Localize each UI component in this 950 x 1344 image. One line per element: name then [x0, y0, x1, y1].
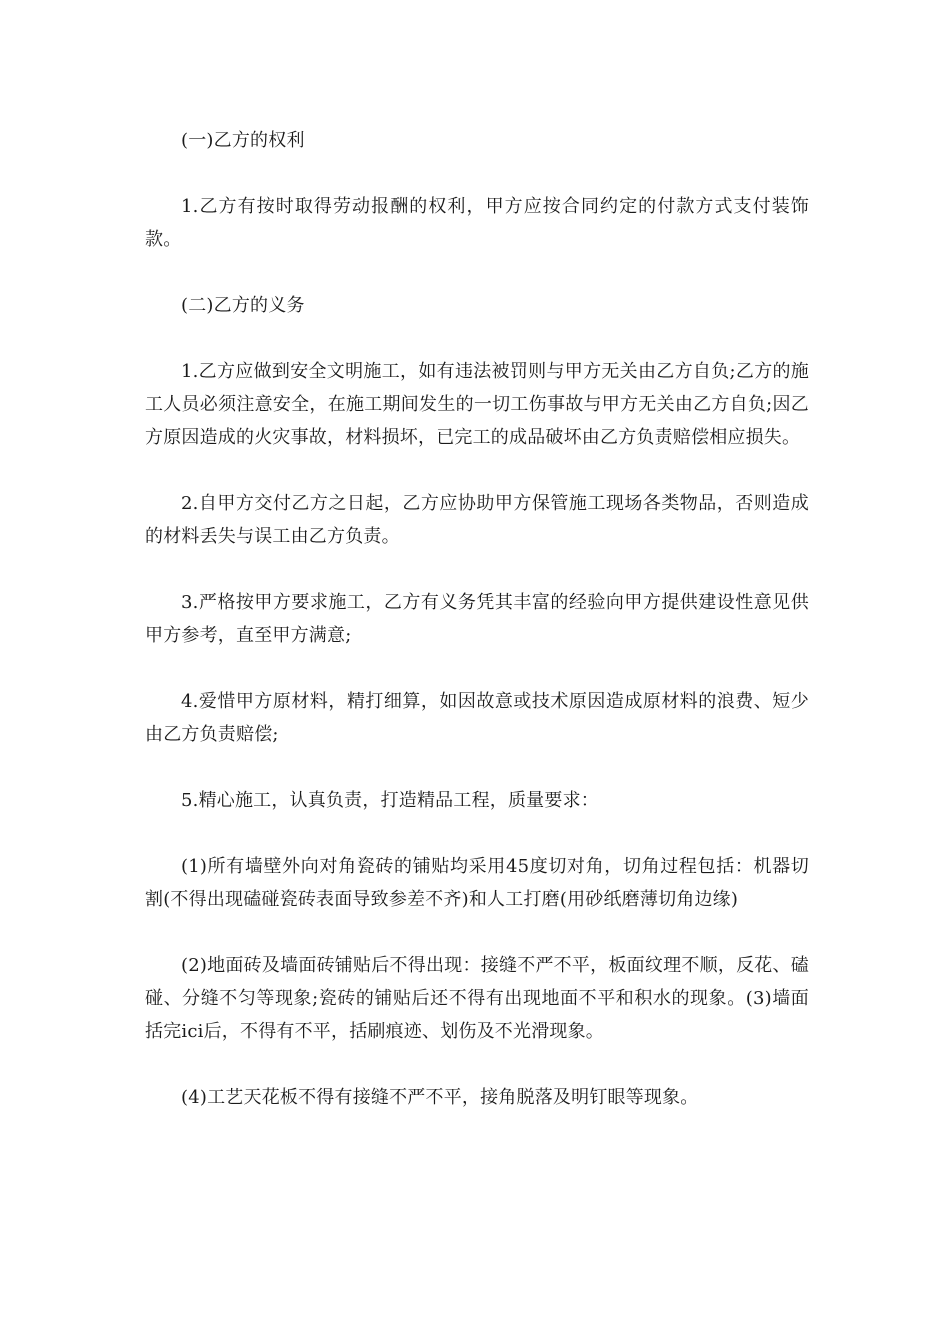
section-heading-rights: (一)乙方的权利 — [181, 130, 305, 151]
obligation-clause-1: 1.乙方应做到安全文明施工，如有违法被罚则与甲方无关由乙方自负;乙方的施工人员必须注意安全，在施工期间发生的一切工伤事故与甲方无关由乙方自负;因乙方原因造成的火灾事故，材料损坏，已完工的成品破坏由乙方负责赔偿相应损失。 — [145, 361, 809, 448]
rights-clause-1: 1.乙方有按时取得劳动报酬的权利，甲方应按合同约定的付款方式支付装饰款。 — [145, 196, 809, 250]
obligation-clause-2: 2.自甲方交付乙方之日起，乙方应协助甲方保管施工现场各类物品，否则造成的材料丢失与误工由乙方负责。 — [145, 493, 809, 547]
document-body — [145, 124, 809, 1147]
section-heading-obligations: (二)乙方的义务 — [181, 295, 305, 316]
obligation-clause-4: 4.爱惜甲方原材料，精打细算，如因故意或技术原因造成原材料的浪费、短少由乙方负责赔偿; — [145, 691, 809, 745]
quality-requirement-4: (4)工艺天花板不得有接缝不严不平，接角脱落及明钉眼等现象。 — [181, 1087, 699, 1108]
obligation-clause-5: 5.精心施工，认真负责，打造精品工程，质量要求： — [181, 790, 599, 811]
quality-requirement-2-3: (2)地面砖及墙面砖铺贴后不得出现：接缝不严不平，板面纹理不顺，反花、磕碰、分缝不匀等现象;瓷砖的铺贴后还不得有出现地面不平和积水的现象。(3)墙面括完ici后，不得有不平，括刷痕迹、划伤及不光滑现象。 — [145, 955, 809, 1042]
obligation-clause-3: 3.严格按甲方要求施工，乙方有义务凭其丰富的经验向甲方提供建设性意见供甲方参考，直至甲方满意; — [145, 592, 809, 646]
quality-requirement-1: (1)所有墙壁外向对角瓷砖的铺贴均采用45度切对角，切角过程包括：机器切割(不得出现磕碰瓷砖表面导致参差不齐)和人工打磨(用砂纸磨薄切角边缘) — [145, 856, 809, 910]
